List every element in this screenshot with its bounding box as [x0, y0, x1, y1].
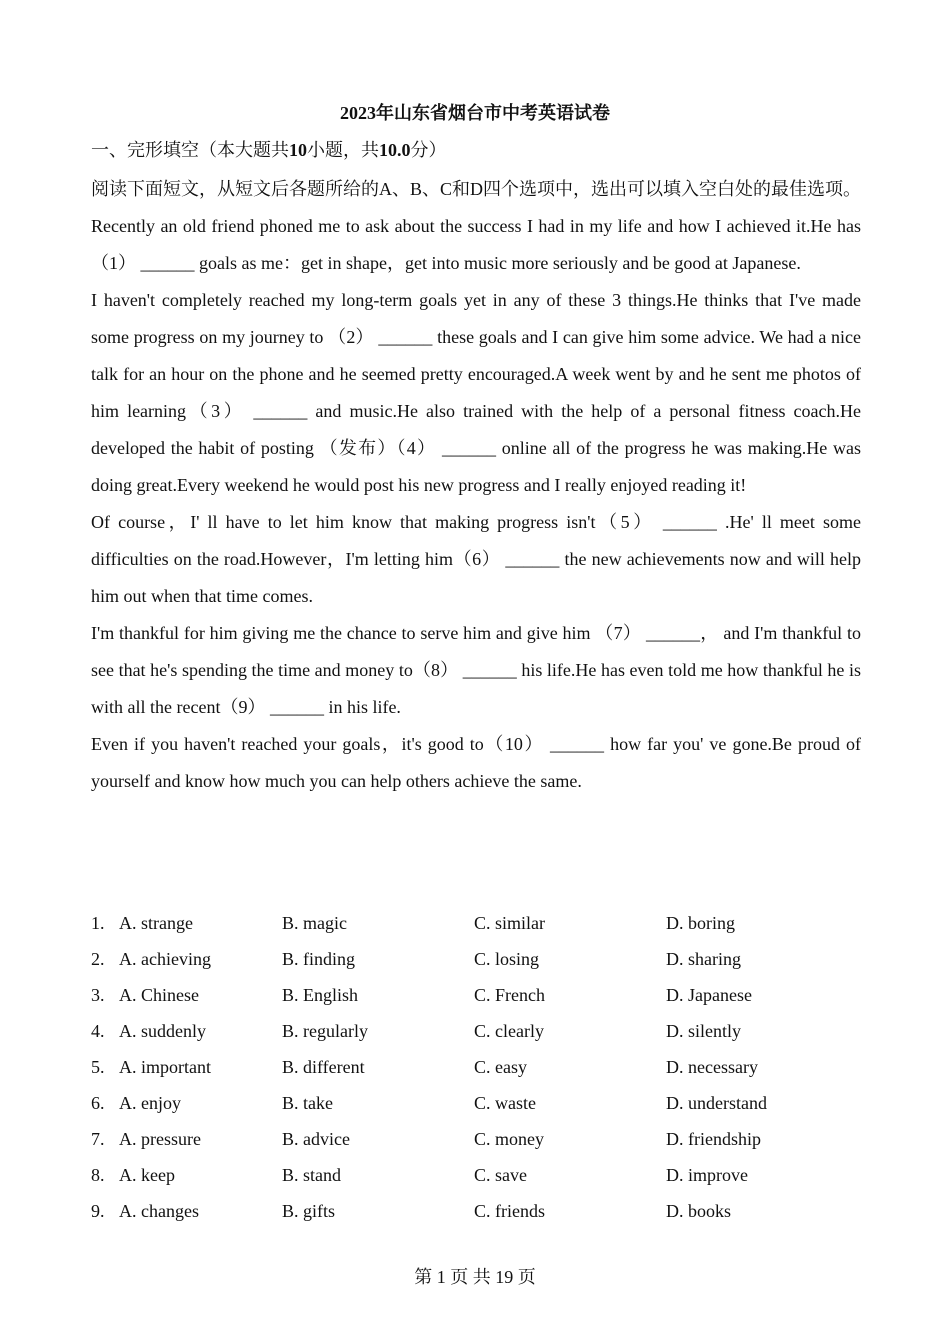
option-b: B. magic: [282, 913, 347, 933]
question-number: 2.: [91, 949, 105, 969]
option-b: B. English: [282, 985, 359, 1005]
option-d: D. boring: [666, 913, 735, 933]
instruction: 阅读下面短文，从短文后各题所给的A、B、C和D四个选项中，选出可以填入空白处的最佳选项。: [91, 179, 862, 199]
option-c: C. money: [474, 1129, 544, 1149]
option-a: A. keep: [119, 1165, 175, 1185]
option-d: D. friendship: [666, 1129, 761, 1149]
option-c: C. easy: [474, 1057, 527, 1077]
passage-paragraph-3: Of course，I' ll have to let him know that making progress isn't（5） ______ .He' ll meet some difficulties on the road.However，I'm letting him（6） ______ the new achievements now and will help him out when that time comes.: [91, 512, 861, 606]
option-c: C. similar: [474, 913, 545, 933]
options-list: [91, 907, 861, 1231]
option-b: B. finding: [282, 949, 356, 969]
passage-paragraph-2: I haven't completely reached my long-term goals yet in any of these 3 things.He thinks that I've made some progress on my journey to （2） ______ these goals and I can give him some advice. We had a nice talk for an hour on the phone and he seemed pretty encouraged.A week went by and he sent me photos of him learning（3） ______ and music.He also trained with the help of a personal fitness coach.He developed the habit of posting （发布）（4） ______ online all of the progress he was making.He was doing great.Every weekend he would post his new progress and I really enjoyed reading it!: [91, 290, 861, 495]
section-suffix: 分）: [410, 140, 447, 160]
passage-paragraph-1: Recently an old friend phoned me to ask about the success I had in my life and how I achieved it.He has（1） ______ goals as me：get in shape，get into music more seriously and be good at Japanese.: [91, 216, 861, 273]
option-b: B. advice: [282, 1129, 350, 1149]
option-d: D. Japanese: [666, 985, 752, 1005]
option-d: D. sharing: [666, 949, 741, 969]
option-b: B. regularly: [282, 1021, 368, 1041]
question-number: 1.: [91, 913, 105, 933]
option-a: A. suddenly: [119, 1021, 206, 1041]
section-count: 10: [289, 140, 307, 160]
section-heading: [91, 137, 447, 163]
option-a: A. achieving: [119, 949, 211, 969]
option-d: D. books: [666, 1201, 732, 1221]
option-c: C. waste: [474, 1093, 536, 1113]
option-c: C. save: [474, 1165, 527, 1185]
passage-paragraph-5: Even if you haven't reached your goals，it's good to（10） ______ how far you' ve gone.Be proud of yourself and know how much you can help others achieve the same.: [91, 734, 861, 791]
question-row: [91, 1087, 861, 1123]
option-c: C. French: [474, 985, 545, 1005]
question-row: [91, 1123, 861, 1159]
option-d: D. understand: [666, 1093, 767, 1113]
option-d: D. necessary: [666, 1057, 758, 1077]
option-a: A. important: [119, 1057, 211, 1077]
question-row: [91, 1015, 861, 1051]
option-c: C. losing: [474, 949, 540, 969]
question-number: 9.: [91, 1201, 105, 1221]
option-a: A. enjoy: [119, 1093, 181, 1113]
page-title: 2023年山东省烟台市中考英语试卷: [340, 103, 610, 123]
question-number: 7.: [91, 1129, 105, 1149]
option-d: D. improve: [666, 1165, 748, 1185]
question-row: [91, 1159, 861, 1195]
option-b: B. take: [282, 1093, 333, 1113]
option-a: A. Chinese: [119, 985, 199, 1005]
page-footer: 第 1 页 共 19 页: [414, 1267, 536, 1287]
question-number: 5.: [91, 1057, 105, 1077]
section-score: 10.0: [379, 140, 411, 160]
passage-paragraph-4: I'm thankful for him giving me the chance to serve him and give him （7） ______， and I'm thankful to see that he's spending the time and money to（8） ______ his life.He has even told me how thankful he is with all the recent（9） ______ in his life.: [91, 623, 861, 717]
option-b: B. different: [282, 1057, 365, 1077]
question-row: [91, 979, 861, 1015]
option-b: B. gifts: [282, 1201, 336, 1221]
question-number: 4.: [91, 1021, 105, 1041]
option-a: A. strange: [119, 913, 193, 933]
option-a: A. pressure: [119, 1129, 201, 1149]
question-number: 6.: [91, 1093, 105, 1113]
question-row: [91, 907, 861, 943]
cloze-passage: [91, 171, 861, 800]
option-c: C. clearly: [474, 1021, 544, 1041]
option-c: C. friends: [474, 1201, 545, 1221]
question-row: [91, 943, 861, 979]
section-prefix: 一、完形填空（本大题共: [91, 140, 289, 160]
question-number: 8.: [91, 1165, 105, 1185]
section-mid: 小题，共: [307, 140, 379, 160]
option-a: A. changes: [119, 1201, 199, 1221]
question-number: 3.: [91, 985, 105, 1005]
option-d: D. silently: [666, 1021, 741, 1041]
question-row: [91, 1051, 861, 1087]
question-row: [91, 1195, 861, 1231]
option-b: B. stand: [282, 1165, 342, 1185]
